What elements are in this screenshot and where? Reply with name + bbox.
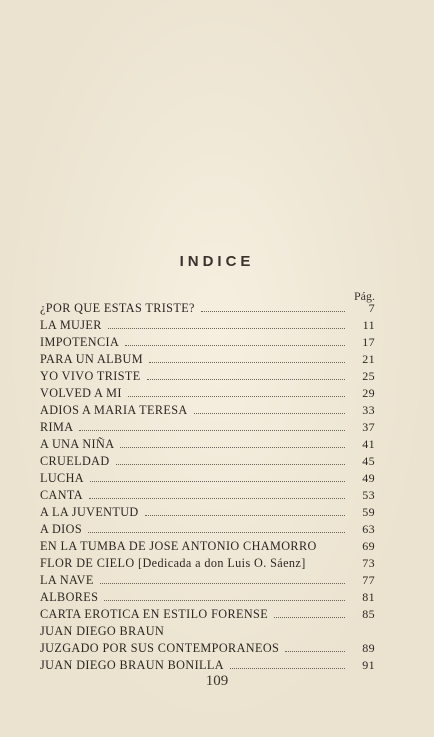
toc-entry-title: A UNA NIÑA	[40, 437, 115, 451]
toc-entry-title: VOLVED A MI	[40, 386, 122, 400]
toc-entry-page: 59	[362, 505, 375, 519]
toc-entry-title: CANTA	[40, 488, 84, 502]
toc-entry-page: 25	[362, 369, 375, 383]
toc-entry	[40, 521, 375, 538]
toc-entry	[40, 351, 375, 368]
toc-entry-page: 85	[362, 607, 375, 621]
toc-entry-title: LA NAVE	[40, 573, 94, 587]
toc-entry-title: FLOR DE CIELO [Dedicada a don Luis O. Sáenz]	[40, 556, 306, 570]
toc-entry	[40, 572, 375, 589]
toc-entry-title: JUZGADO POR SUS CONTEMPORANEOS	[40, 641, 280, 655]
toc-entry-title: A LA JUVENTUD	[40, 505, 139, 519]
dot-leader	[79, 429, 345, 431]
toc-entry-title: ADIOS A MARIA TERESA	[40, 403, 188, 417]
dot-leader	[285, 650, 345, 652]
index-heading: INDICE	[179, 253, 255, 270]
toc-entry-page: 89	[362, 641, 375, 655]
toc-entry-title: EN LA TUMBA DE JOSE ANTONIO CHAMORRO	[40, 539, 317, 553]
toc-entry	[40, 589, 375, 606]
toc-entry	[40, 368, 375, 385]
toc-entry	[40, 504, 375, 521]
toc-entry-title: RIMA	[40, 420, 74, 434]
dot-leader	[145, 514, 345, 516]
toc-entry-title: CRUELDAD	[40, 454, 110, 468]
toc-entry-title: PARA UN ALBUM	[40, 352, 143, 366]
dot-leader	[89, 497, 345, 499]
dot-leader	[201, 310, 345, 312]
toc-entry	[40, 436, 375, 453]
dot-leader	[128, 395, 345, 397]
toc-entry	[40, 470, 375, 487]
toc-entry	[40, 623, 375, 640]
dot-leader	[312, 566, 345, 567]
toc-entry	[40, 385, 375, 402]
toc-entry-page: 41	[362, 437, 375, 451]
toc-entry	[40, 334, 375, 351]
dot-leader	[108, 327, 345, 329]
toc-entry-page: 33	[362, 403, 375, 417]
toc-entry	[40, 555, 375, 572]
toc-entry-title: YO VIVO TRISTE	[40, 369, 141, 383]
toc-entry-page: 17	[362, 335, 375, 349]
dot-leader	[90, 480, 345, 482]
toc-entry-title: IMPOTENCIA	[40, 335, 120, 349]
toc-entry	[40, 453, 375, 470]
toc-entry-page: 73	[362, 556, 375, 570]
page-column-label: Pág.	[354, 289, 375, 303]
table-of-contents	[40, 300, 375, 674]
dot-leader	[194, 412, 345, 414]
toc-entry-page: 49	[362, 471, 375, 485]
dot-leader	[116, 463, 345, 465]
toc-entry-page: 21	[362, 352, 375, 366]
page-number: 109	[205, 673, 229, 689]
dot-leader	[149, 361, 345, 363]
toc-entry	[40, 487, 375, 504]
dot-leader	[230, 667, 345, 669]
dot-leader	[120, 446, 345, 448]
toc-entry-title: JUAN DIEGO BRAUN	[40, 624, 165, 638]
toc-entry-page: 53	[362, 488, 375, 502]
toc-entry-page: 91	[362, 658, 375, 672]
toc-entry-title: JUAN DIEGO BRAUN BONILLA	[40, 658, 224, 672]
toc-entry	[40, 640, 375, 657]
toc-entry-page: 37	[362, 420, 375, 434]
toc-entry-title: LUCHA	[40, 471, 84, 485]
toc-entry-page: 63	[362, 522, 375, 536]
toc-entry	[40, 657, 375, 674]
toc-entry	[40, 402, 375, 419]
dot-leader	[323, 549, 345, 550]
dot-leader	[274, 616, 345, 618]
toc-entry-title: CARTA EROTICA EN ESTILO FORENSE	[40, 607, 269, 621]
dot-leader	[100, 582, 345, 584]
dot-leader	[170, 634, 345, 635]
toc-entry-page: 11	[362, 318, 375, 332]
dot-leader	[88, 531, 345, 533]
dot-leader	[104, 599, 345, 601]
toc-entry-page: 29	[362, 386, 375, 400]
toc-entry-title: ALBORES	[40, 590, 99, 604]
toc-entry	[40, 606, 375, 623]
toc-entry-title: ¿POR QUE ESTAS TRISTE?	[40, 301, 195, 315]
toc-entry-title: A DIOS	[40, 522, 83, 536]
toc-entry-page: 81	[362, 590, 375, 604]
dot-leader	[125, 344, 345, 346]
toc-entry-page: 7	[368, 301, 375, 315]
toc-entry	[40, 419, 375, 436]
toc-entry-page: 77	[362, 573, 375, 587]
toc-entry-title: LA MUJER	[40, 318, 102, 332]
toc-entry	[40, 300, 375, 317]
toc-entry	[40, 317, 375, 334]
toc-entry-page: 69	[362, 539, 375, 553]
toc-entry-page: 45	[362, 454, 375, 468]
toc-entry	[40, 538, 375, 555]
dot-leader	[147, 378, 345, 380]
